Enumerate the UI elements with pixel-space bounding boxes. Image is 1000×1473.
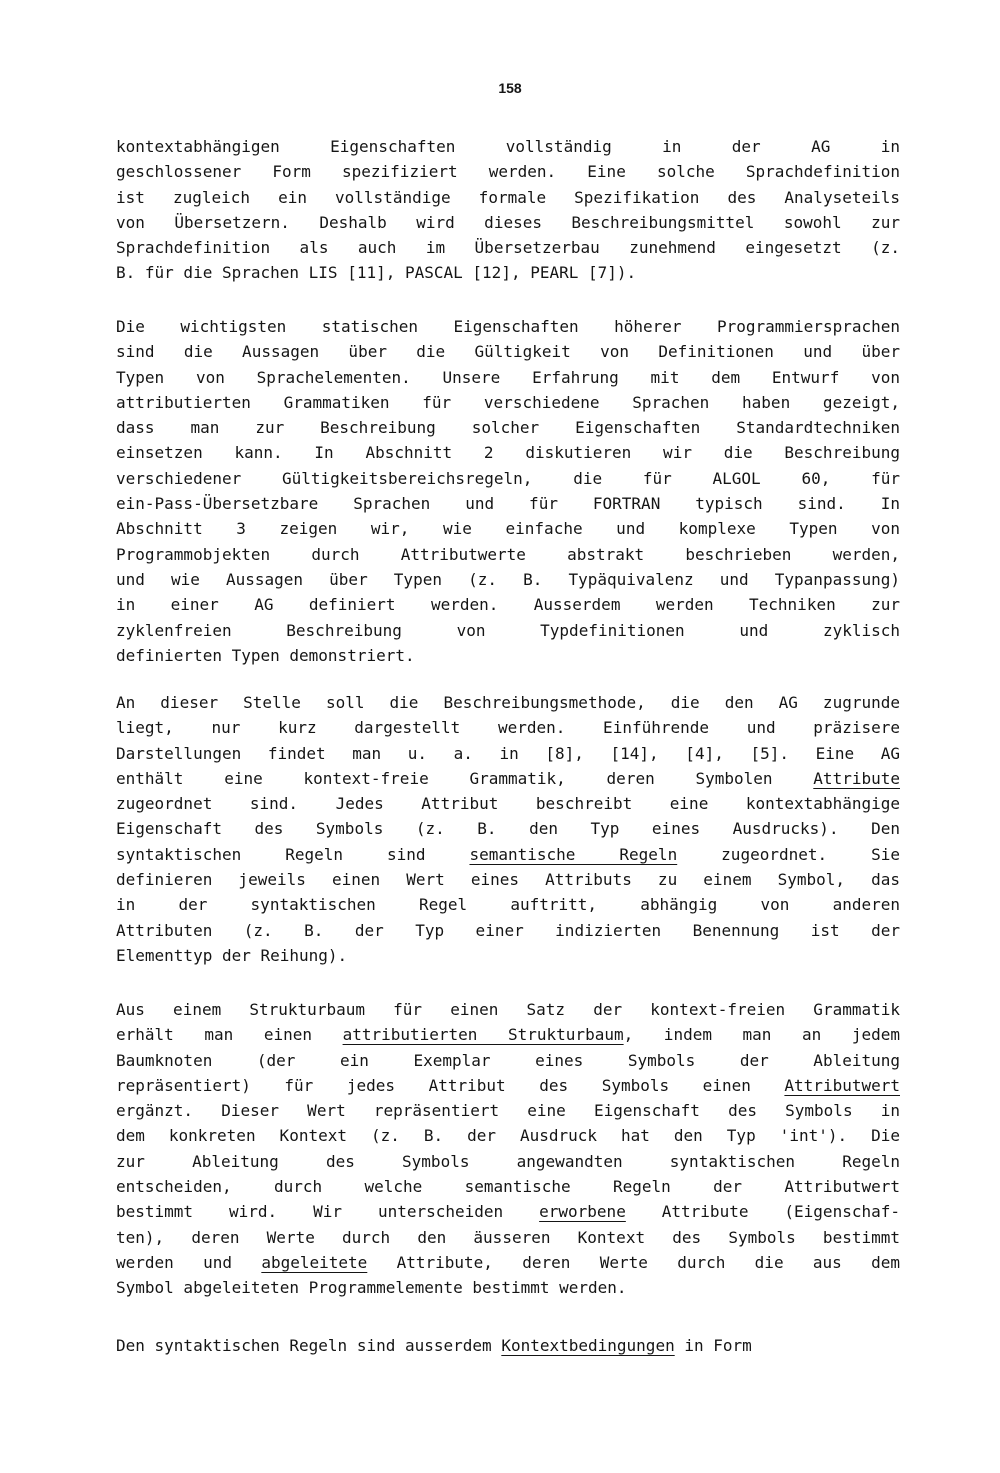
text-line xyxy=(116,592,900,617)
text-line xyxy=(116,643,900,668)
text-segment: zugeordnet. Sie xyxy=(677,844,901,864)
text-segment: Die wichtigsten statischen Eigenschaften höherer Programmiersprachen xyxy=(116,317,900,336)
text-line xyxy=(116,1098,900,1123)
text-segment: Aus einem Strukturbaum für einen Satz der kontext-freien Grammatik xyxy=(116,1000,900,1019)
text-segment: definieren jeweils einen Wert eines Attributs zu einem Symbol, das xyxy=(116,870,900,890)
text-segment: enthält eine kontext-freie Grammatik, deren Symbolen xyxy=(116,768,814,788)
text-segment: definierten Typen demonstriert. xyxy=(116,645,415,665)
text-segment: repräsentiert) für jedes Attribut des Symbols einen xyxy=(116,1075,785,1095)
text-line xyxy=(116,1048,900,1073)
text-segment: B. für die Sprachen LIS [11], PASCAL [12], PEARL [7]). xyxy=(116,263,637,283)
text-line xyxy=(116,618,900,643)
text-segment: in der syntaktischen Regel auftritt, abhängig von anderen xyxy=(116,895,900,915)
text-line xyxy=(116,867,900,892)
text-segment: Baumknoten (der ein Exemplar eines Symbols der Ableitung xyxy=(116,1050,900,1070)
text-segment: zur Ableitung des Symbols angewandten syntaktischen Regeln xyxy=(116,1151,900,1171)
text-segment: Symbol abgeleiteten Programmelemente bestimmt werden. xyxy=(116,1278,627,1298)
text-segment: Eigenschaft des Symbols (z. B. den Typ eines Ausdrucks). Den xyxy=(116,819,900,839)
text-segment: verschiedener Gültigkeitsbereichsregeln, die für ALGOL 60, für xyxy=(116,468,900,488)
text-segment: zyklenfreien Beschreibung von Typdefinitionen und zyklisch xyxy=(116,620,900,640)
text-segment: liegt, nur kurz dargestellt werden. Einführende und präzisere xyxy=(116,718,900,738)
text-line xyxy=(116,314,900,339)
text-line xyxy=(116,491,900,516)
paragraph-4 xyxy=(116,997,900,1301)
emphasized-term: erworbene xyxy=(539,1202,626,1222)
emphasized-term: abgeleitete xyxy=(261,1252,368,1272)
text-segment: attributierten Grammatiken für verschiedene Sprachen haben gezeigt, xyxy=(116,392,900,412)
text-segment: ergänzt. Dieser Wert repräsentiert eine Eigenschaft des Symbols in xyxy=(116,1101,900,1121)
emphasized-term: Attribute xyxy=(813,768,900,788)
text-line xyxy=(116,365,900,390)
text-line xyxy=(116,260,900,285)
paragraph-5 xyxy=(116,1333,900,1358)
text-segment: ein-Pass-Übersetzbare Sprachen und für FORTRAN typisch sind. In xyxy=(116,494,900,514)
text-segment: entscheiden, durch welche semantische Regeln der Attributwert xyxy=(116,1177,900,1197)
text-segment: ist zugleich ein vollständige formale Spezifikation des Analyseteils xyxy=(116,187,900,207)
text-segment: Attribute, deren Werte durch die aus dem xyxy=(367,1252,900,1272)
text-segment: dass man zur Beschreibung solcher Eigenschaften Standardtechniken xyxy=(116,418,900,438)
text-line xyxy=(116,1022,900,1047)
text-segment: zugeordnet sind. Jedes Attribut beschreibt eine kontextabhängige xyxy=(116,794,900,814)
text-segment: Sprachdefinition als auch im Übersetzerbau zunehmend eingesetzt (z. xyxy=(116,238,900,258)
text-line xyxy=(116,185,900,210)
text-segment: von Übersetzern. Deshalb wird dieses Beschreibungsmittel sowohl zur xyxy=(116,212,900,232)
text-line xyxy=(116,766,900,791)
text-line xyxy=(116,715,900,740)
text-line xyxy=(116,1174,900,1199)
text-line xyxy=(116,1275,900,1300)
text-line xyxy=(116,339,900,364)
emphasized-term: attributierten Strukturbaum xyxy=(342,1025,624,1045)
paragraph-3 xyxy=(116,690,900,968)
text-line xyxy=(116,1225,900,1250)
text-line xyxy=(116,741,900,766)
emphasized-term: Kontextbedingungen xyxy=(501,1336,675,1355)
text-line xyxy=(116,210,900,235)
paragraph-2 xyxy=(116,314,900,668)
text-segment: Programmobjekten durch Attributwerte abstrakt beschrieben werden, xyxy=(116,544,900,564)
text-line xyxy=(116,918,900,943)
emphasized-term: Attributwert xyxy=(784,1075,900,1095)
text-line xyxy=(116,1123,900,1148)
text-line xyxy=(116,1199,900,1224)
text-segment: und wie Aussagen über Typen (z. B. Typäquivalenz und Typanpassung) xyxy=(116,569,900,589)
text-segment: Attributen (z. B. der Typ einer indizierten Benennung ist der xyxy=(116,920,900,940)
text-segment: geschlossener Form spezifiziert werden. Eine solche Sprachdefinition xyxy=(116,162,900,182)
text-segment: Elementtyp der Reihung). xyxy=(116,945,348,965)
text-line xyxy=(116,1333,900,1358)
text-segment: in Form xyxy=(674,1336,752,1355)
text-segment: Attribute (Eigenschaf- xyxy=(625,1202,900,1222)
page-number: 158 xyxy=(498,80,522,96)
text-segment: kontextabhängigen Eigenschaften vollständig in der AG in xyxy=(116,137,900,156)
text-line xyxy=(116,542,900,567)
text-line xyxy=(116,1149,900,1174)
text-line xyxy=(116,466,900,491)
text-line xyxy=(116,235,900,260)
text-line xyxy=(116,1073,900,1098)
text-segment: bestimmt wird. Wir unterscheiden xyxy=(116,1202,540,1222)
text-line xyxy=(116,415,900,440)
text-line xyxy=(116,816,900,841)
text-line xyxy=(116,997,900,1022)
text-line xyxy=(116,1250,900,1275)
text-segment: sind die Aussagen über die Gültigkeit von Definitionen und über xyxy=(116,342,900,362)
text-segment: in einer AG definiert werden. Ausserdem werden Techniken zur xyxy=(116,595,900,615)
text-line xyxy=(116,516,900,541)
text-segment: Typen von Sprachelementen. Unsere Erfahrung mit dem Entwurf von xyxy=(116,367,900,387)
text-line xyxy=(116,134,900,159)
text-segment: , indem man an jedem xyxy=(623,1025,901,1045)
text-segment: Abschnitt 3 zeigen wir, wie einfache und komplexe Typen von xyxy=(116,519,900,539)
text-line xyxy=(116,690,900,715)
emphasized-term: semantische Regeln xyxy=(469,844,678,864)
text-line xyxy=(116,791,900,816)
text-line xyxy=(116,892,900,917)
text-line xyxy=(116,159,900,184)
text-segment: syntaktischen Regeln sind xyxy=(116,844,470,864)
text-segment: Den syntaktischen Regeln sind ausserdem xyxy=(116,1336,502,1355)
text-line xyxy=(116,567,900,592)
text-line xyxy=(116,842,900,867)
text-segment: erhält man einen xyxy=(116,1025,343,1045)
text-segment: dem konkreten Kontext (z. B. der Ausdruck hat den Typ 'int'). Die xyxy=(116,1126,900,1146)
text-segment: ten), deren Werte durch den äusseren Kontext des Symbols bestimmt xyxy=(116,1227,900,1247)
text-segment: werden und xyxy=(116,1252,262,1272)
text-segment: An dieser Stelle soll die Beschreibungsmethode, die den AG zugrunde xyxy=(116,693,900,712)
text-segment: einsetzen kann. In Abschnitt 2 diskutieren wir die Beschreibung xyxy=(116,443,900,463)
text-segment: Darstellungen findet man u. a. in [8], [14], [4], [5]. Eine AG xyxy=(116,743,900,763)
text-line xyxy=(116,440,900,465)
text-line xyxy=(116,943,900,968)
text-line xyxy=(116,390,900,415)
paragraph-1 xyxy=(116,134,900,286)
